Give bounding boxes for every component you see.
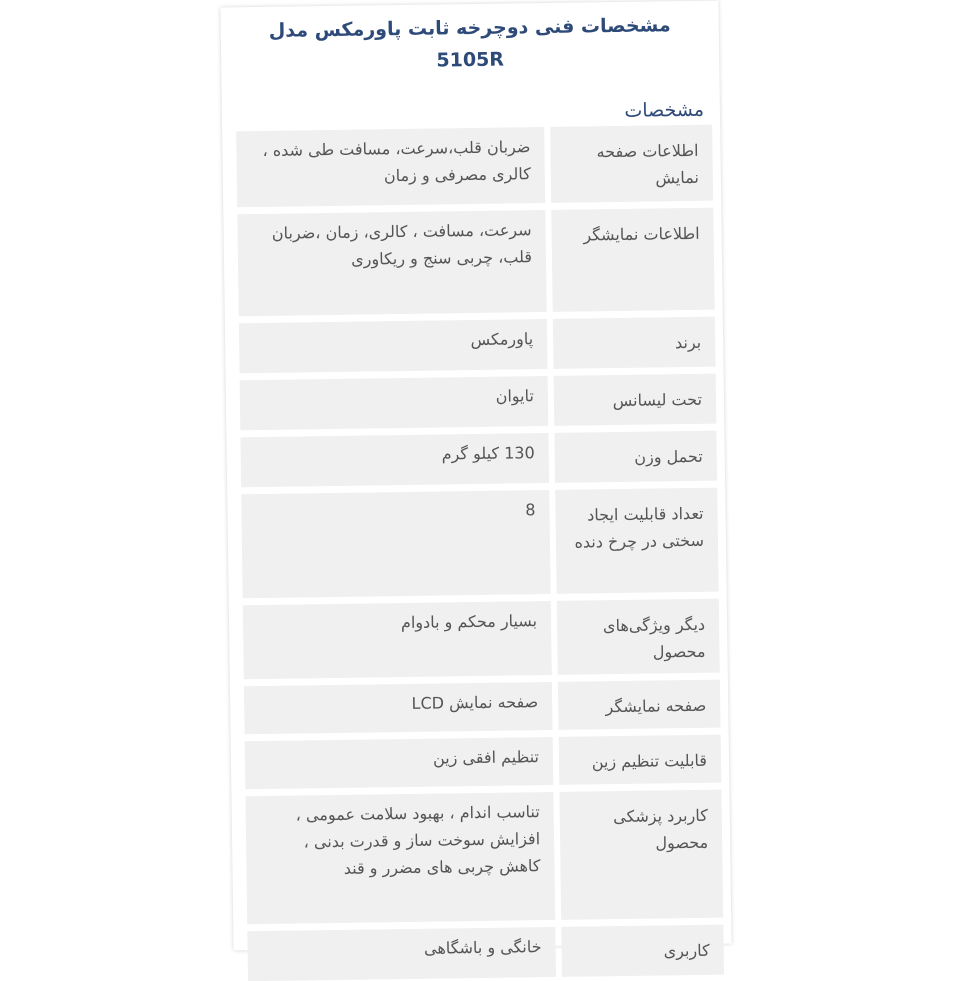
spec-row bbox=[241, 488, 718, 599]
spec-value: 8 bbox=[241, 490, 550, 598]
spec-row bbox=[245, 735, 722, 790]
spec-row bbox=[245, 790, 723, 925]
spec-key: اطلاعات نمایشگر bbox=[551, 208, 714, 312]
spec-value: تایوان bbox=[240, 376, 549, 430]
spec-key: تعداد قابلیت ایجاد سختی در چرخ دنده bbox=[555, 488, 718, 594]
spec-value: پاورمکس bbox=[239, 319, 548, 373]
spec-row bbox=[239, 317, 716, 374]
spec-row bbox=[244, 680, 721, 735]
spec-value: 130 کیلو گرم bbox=[240, 433, 549, 487]
spec-row bbox=[247, 925, 724, 981]
spec-key: صفحه نمایشگر bbox=[558, 680, 721, 730]
product-spec-card bbox=[220, 1, 731, 961]
spec-row bbox=[240, 431, 717, 488]
spec-key: تحت لیسانس bbox=[554, 374, 717, 426]
spec-row bbox=[237, 208, 714, 317]
spec-value: تناسب اندام ، بهبود سلامت عمومی ، افزایش سوخت ساز و قدرت بدنی ، کاهش چربی های مضرر و قند bbox=[245, 792, 555, 924]
spec-value: ضربان قلب،سرعت، مسافت طی شده ، کالری مصرفی و زمان bbox=[236, 127, 545, 207]
spec-key: برند bbox=[553, 317, 716, 369]
section-heading-specs: مشخصات bbox=[624, 98, 705, 122]
spec-row bbox=[243, 599, 720, 680]
spec-value: تنظیم افقی زین bbox=[245, 737, 554, 789]
spec-row bbox=[236, 125, 713, 208]
spec-key: اطلاعات صفحه نمایش bbox=[550, 125, 713, 203]
spec-table bbox=[222, 125, 732, 981]
spec-key: کاربرد پزشکی محصول bbox=[559, 790, 723, 920]
page-title: مشخصات فنی دوچرخه ثابت پاورمکس مدل 5105R bbox=[268, 14, 671, 72]
spec-key: دیگر ویژگی‌های محصول bbox=[557, 599, 720, 675]
spec-value: صفحه نمایش LCD bbox=[244, 682, 553, 734]
spec-key: کاربری bbox=[561, 925, 724, 977]
spec-row bbox=[240, 374, 717, 431]
spec-value: سرعت، مسافت ، کالری، زمان ،ضربان قلب، چربی سنج و ریکاوری bbox=[237, 210, 546, 316]
spec-key: قابلیت تنظیم زین bbox=[559, 735, 722, 785]
spec-value: خانگی و باشگاهی bbox=[247, 927, 556, 981]
spec-value: بسیار محکم و بادوام bbox=[243, 601, 552, 679]
spec-key: تحمل وزن bbox=[554, 431, 717, 483]
